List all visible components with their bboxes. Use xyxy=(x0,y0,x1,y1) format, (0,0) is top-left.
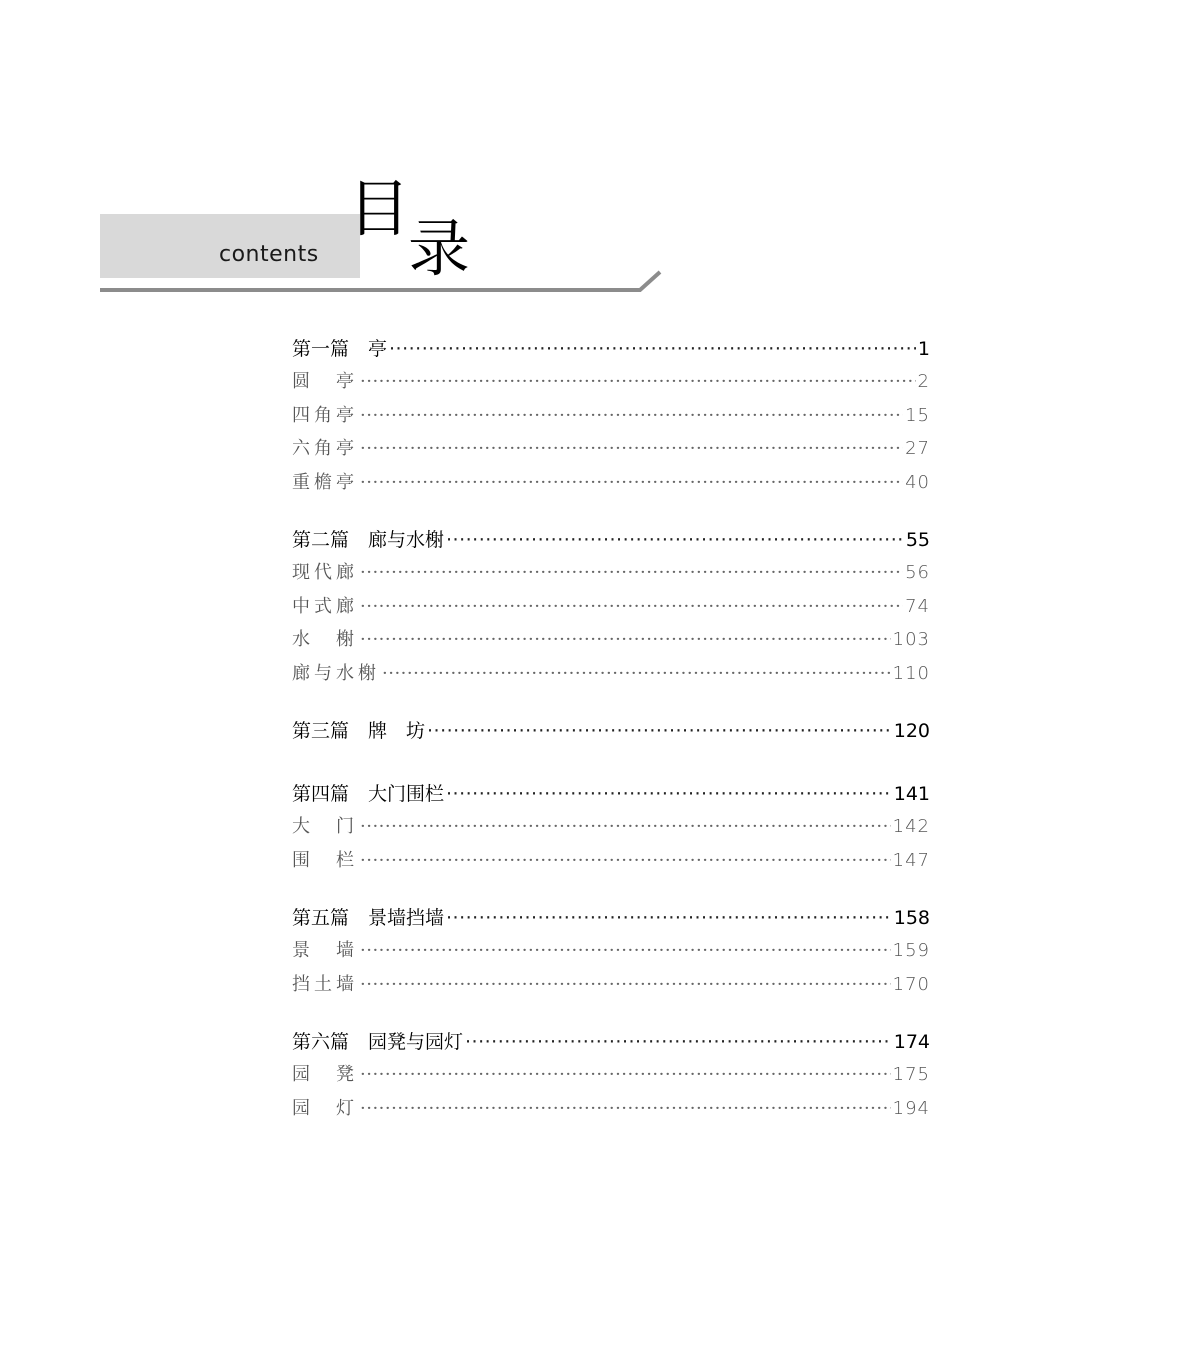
header-banner-graphic xyxy=(0,0,700,320)
entry-page: 74 xyxy=(905,595,930,617)
entry-page: 56 xyxy=(905,562,930,583)
toc-section-2 xyxy=(292,525,930,692)
chapter-page: 120 xyxy=(893,720,930,742)
chapter-row[interactable] xyxy=(292,779,930,812)
leader-dots xyxy=(446,907,892,929)
chapter-row[interactable] xyxy=(292,334,930,367)
toc-section-3 xyxy=(292,716,930,749)
table-of-contents xyxy=(292,334,930,1151)
leader-dots xyxy=(446,529,904,551)
entry-page: 103 xyxy=(892,629,930,650)
entry-row[interactable] xyxy=(292,970,930,1004)
entry-page: 147 xyxy=(892,849,930,871)
entry-page: 170 xyxy=(892,973,930,995)
entry-title: 四角亭 xyxy=(292,404,358,426)
entry-row[interactable] xyxy=(292,812,930,846)
entry-title: 景 墙 xyxy=(292,940,358,961)
entry-page: 2 xyxy=(917,371,930,392)
toc-header xyxy=(0,0,700,320)
leader-dots xyxy=(360,940,891,961)
entry-page: 27 xyxy=(905,438,930,459)
chapter-title: 第一篇 亭 xyxy=(292,338,388,360)
chapter-page: 174 xyxy=(893,1031,930,1053)
entry-page: 40 xyxy=(905,471,930,493)
entry-page: 159 xyxy=(892,940,930,961)
entry-title: 六角亭 xyxy=(292,438,358,459)
entry-row[interactable] xyxy=(292,434,930,468)
toc-section-1 xyxy=(292,334,930,501)
entry-page: 175 xyxy=(892,1064,930,1085)
entry-title: 廊与水榭 xyxy=(292,662,380,684)
entry-row[interactable] xyxy=(292,846,930,880)
entry-row[interactable] xyxy=(292,1094,930,1128)
chapter-title: 第三篇 牌 坊 xyxy=(292,720,426,742)
leader-dots xyxy=(446,783,892,805)
entry-title: 围 栏 xyxy=(292,849,358,871)
leader-dots xyxy=(360,850,891,871)
entry-row[interactable] xyxy=(292,401,930,435)
entry-row[interactable] xyxy=(292,558,930,592)
chapter-page: 141 xyxy=(893,783,930,805)
entry-title: 水 榭 xyxy=(292,629,358,650)
chapter-page: 158 xyxy=(893,907,930,929)
chapter-title: 第五篇 景墙挡墙 xyxy=(292,907,445,929)
entry-row[interactable] xyxy=(292,625,930,659)
leader-dots xyxy=(360,816,891,837)
chapter-page: 1 xyxy=(917,338,930,360)
leader-dots xyxy=(427,720,892,742)
chapter-row[interactable] xyxy=(292,716,930,749)
chapter-title: 第二篇 廊与水榭 xyxy=(292,529,445,551)
chapter-page: 55 xyxy=(905,529,930,551)
page-title-char-2: 录 xyxy=(408,212,471,285)
leader-dots xyxy=(389,338,916,360)
entry-page: 110 xyxy=(892,662,930,684)
entry-title: 园 灯 xyxy=(292,1097,358,1119)
entry-page: 142 xyxy=(892,816,930,837)
leader-dots xyxy=(360,371,916,392)
entry-page: 194 xyxy=(892,1097,930,1119)
entry-row[interactable] xyxy=(292,936,930,970)
leader-dots xyxy=(360,629,891,650)
entry-title: 园 凳 xyxy=(292,1064,358,1085)
leader-dots xyxy=(465,1031,892,1053)
chapter-row[interactable] xyxy=(292,1027,930,1060)
leader-dots xyxy=(360,472,903,493)
leader-dots xyxy=(360,562,903,583)
chapter-title: 第六篇 园凳与园灯 xyxy=(292,1031,464,1053)
entry-title: 现代廊 xyxy=(292,562,358,583)
toc-section-4 xyxy=(292,779,930,879)
leader-dots xyxy=(360,1064,891,1085)
chapter-row[interactable] xyxy=(292,525,930,558)
toc-section-5 xyxy=(292,903,930,1003)
leader-dots xyxy=(382,663,891,684)
contents-english-label: contents xyxy=(219,242,319,267)
entry-row[interactable] xyxy=(292,592,930,626)
chapter-row[interactable] xyxy=(292,903,930,936)
entry-row[interactable] xyxy=(292,367,930,401)
toc-section-6 xyxy=(292,1027,930,1127)
chapter-title: 第四篇 大门围栏 xyxy=(292,783,445,805)
entry-title: 挡土墙 xyxy=(292,973,358,995)
leader-dots xyxy=(360,974,891,995)
leader-dots xyxy=(360,1098,891,1119)
leader-dots xyxy=(360,405,903,426)
entry-row[interactable] xyxy=(292,1060,930,1094)
entry-row[interactable] xyxy=(292,468,930,502)
entry-title: 中式廊 xyxy=(292,595,358,617)
entry-title: 圆 亭 xyxy=(292,371,358,392)
entry-page: 15 xyxy=(905,404,930,426)
page-title-char-1: 目 xyxy=(348,172,411,245)
entry-title: 重檐亭 xyxy=(292,471,358,493)
entry-row[interactable] xyxy=(292,659,930,693)
leader-dots xyxy=(360,596,903,617)
entry-title: 大 门 xyxy=(292,816,358,837)
leader-dots xyxy=(360,438,903,459)
